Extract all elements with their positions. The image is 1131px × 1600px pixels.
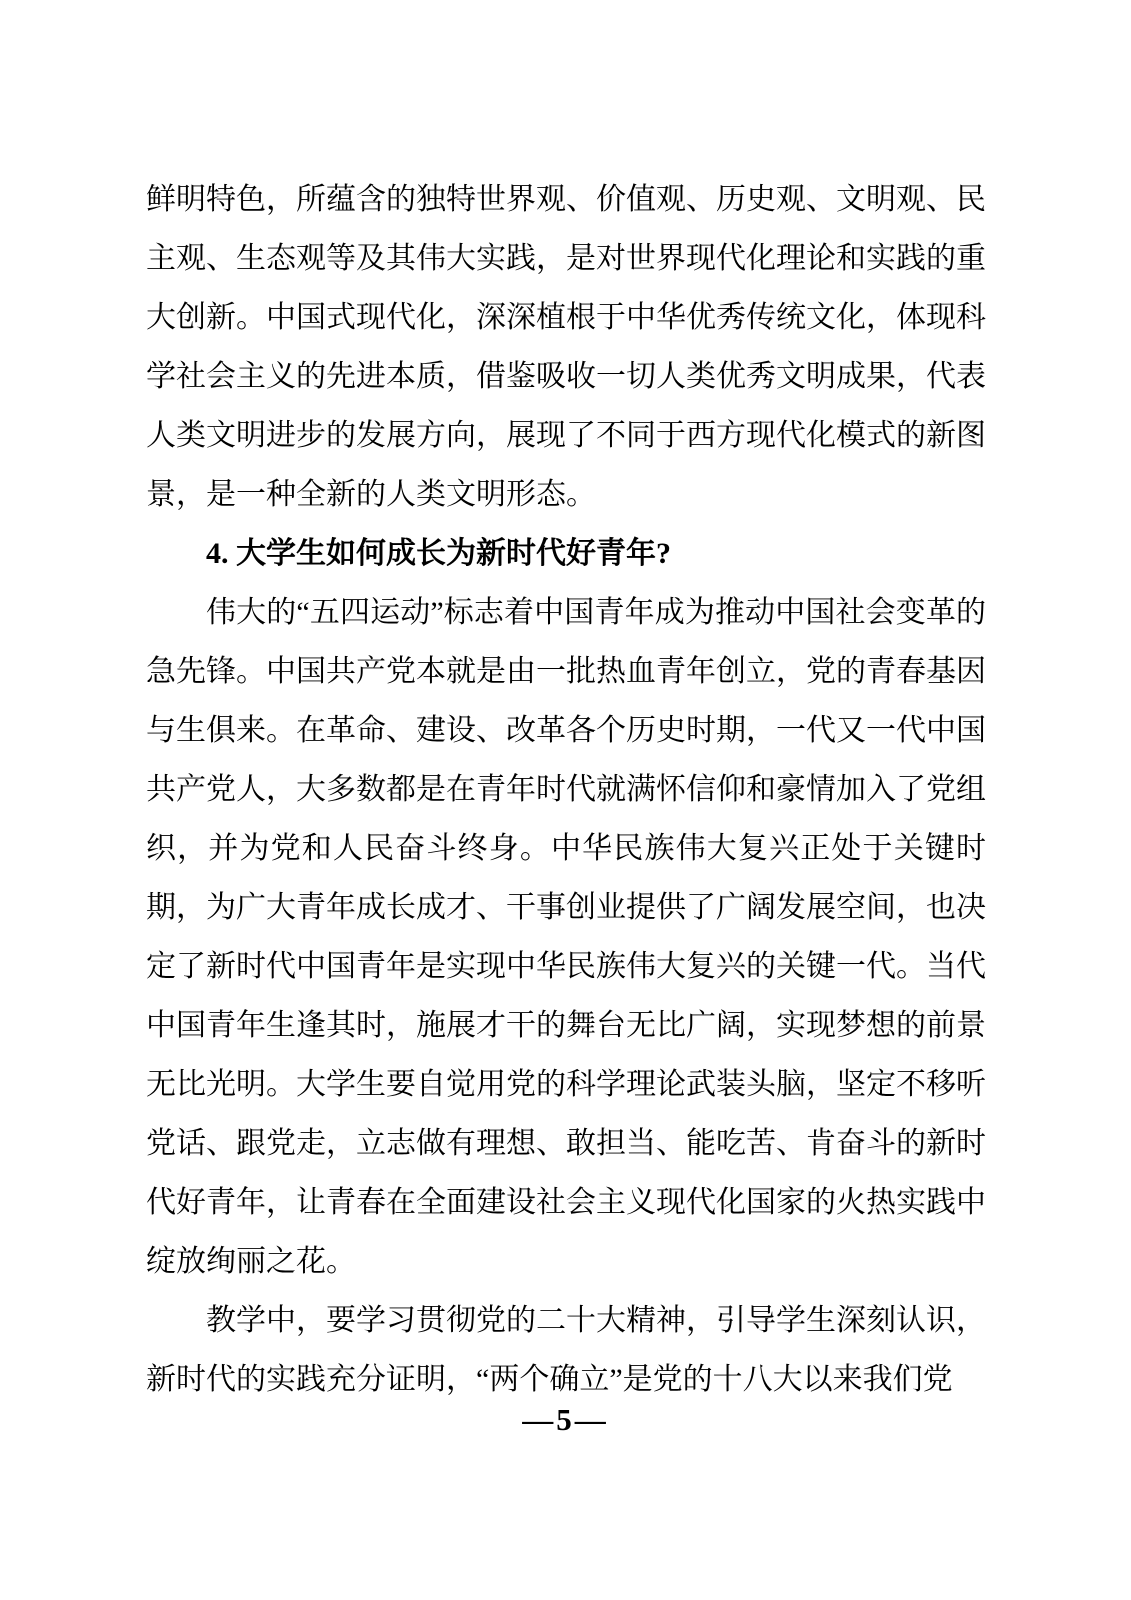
paragraph-continuation: 鲜明特色，所蕴含的独特世界观、价值观、历史观、文明观、民主观、生态观等及其伟大实践，是对世界现代化理论和实践的重大创新。中国式现代化，深深植根于中华优秀传统文化，体现科学社会主义的先进本质，借鉴吸收一切人类优秀文明成果，代表人类文明进步的发展方向，展现了不同于西方现代化模式的新图景，是一种全新的人类文明形态。 — [146, 183, 986, 511]
document-body — [146, 170, 986, 1409]
paragraph-body-teaching: 教学中，要学习贯彻党的二十大精神，引导学生深刻认识，新时代的实践充分证明，“两个确立”是党的十八大以来我们党 — [146, 1304, 986, 1396]
section-heading: 4. 大学生如何成长为新时代好青年? — [206, 537, 671, 570]
page-number: —5— — [522, 1402, 609, 1437]
paragraph-body: 伟大的“五四运动”标志着中国青年成为推动中国社会变革的急先锋。中国共产党本就是由一批热血青年创立，党的青春基因与生俱来。在革命、建设、改革各个历史时期，一代又一代中国共产党人，大多数都是在青年时代就满怀信仰和豪情加入了党组织，并为党和人民奋斗终身。中华民族伟大复兴正处于关键时期，为广大青年成长成才、干事创业提供了广阔发展空间，也决定了新时代中国青年是实现中华民族伟大复兴的关键一代。当代中国青年生逢其时，施展才干的舞台无比广阔，实现梦想的前景无比光明。大学生要自觉用党的科学理论武装头脑，坚定不移听党话、跟党走，立志做有理想、敢担当、能吃苦、肯奋斗的新时代好青年，让青春在全面建设社会主义现代化国家的火热实践中绽放绚丽之花。 — [146, 596, 986, 1278]
